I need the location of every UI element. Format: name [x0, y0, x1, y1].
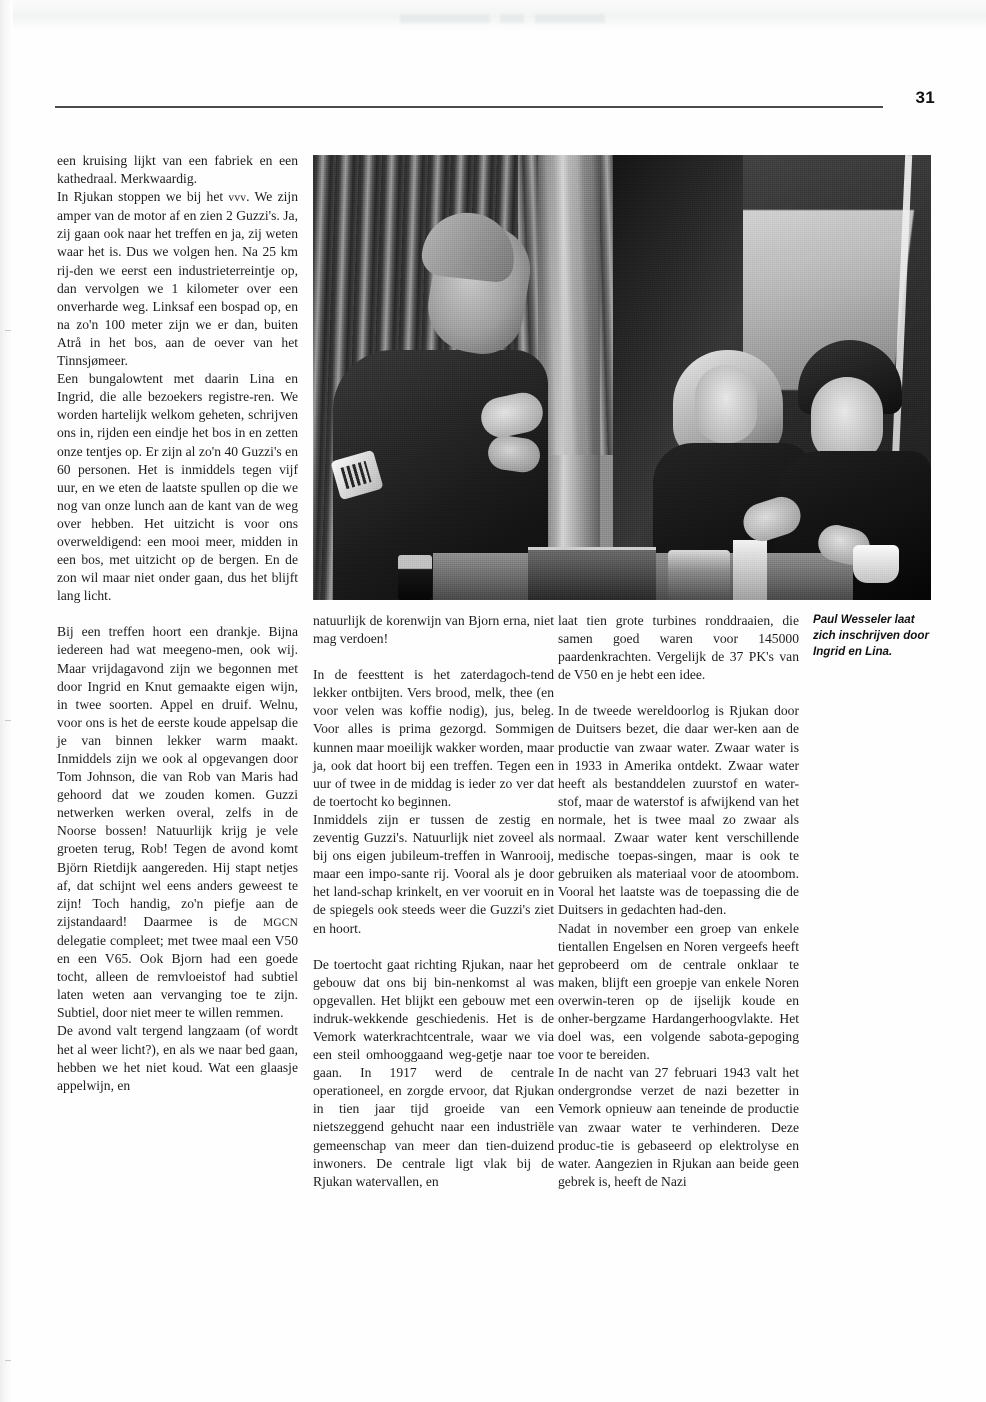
text-column-1	[57, 152, 298, 1095]
paragraph: natuurlijk de korenwijn van Bjorn erna, niet mag verdoen!	[313, 613, 554, 647]
text-column-3	[558, 612, 799, 1191]
paragraph: De avond valt tergend langzaam (of wordt het al weer licht?), en als we naar bed gaan, hebben we het niet koud. Wat een glaasje appelwijn, en	[57, 1023, 298, 1093]
text-column-2	[313, 612, 554, 1191]
scan-edge-shadow	[0, 0, 13, 1402]
paragraph: Inmiddels zijn er tussen de zestig en zeventig Guzzi's. Natuurlijk niet zoveel als bij ons eigen jubileum-treffen in Wanrooij, maar een impo-sante rij. Vooral als je door het land-schap krinkelt, en ver vooruit en in de spiegels ook steeds weer die Guzzi's ziet en hoort.	[313, 811, 554, 936]
header-rule	[55, 106, 883, 108]
article-photo	[313, 155, 931, 600]
paragraph: een kruising lijkt van een fabriek en een kathedraal. Merkwaardig.	[57, 153, 298, 187]
paragraph-lead: In Rjukan stoppen we bij het	[57, 189, 229, 205]
scan-artifact-strip	[0, 0, 986, 30]
paragraph: In de nacht van 27 februari 1943 valt het ondergrondse verzet de nazi bezetter in Vemork opnieuw aan teneinde de productie van zwaar water te verhinderen. Deze produc-tie is gebaseerd op elektrolyse en water. Aangezien in Rjukan aan beide geen gebrek is, heeft de Nazi	[558, 1065, 799, 1189]
smallcaps-vvv: vvv	[228, 192, 247, 205]
page-number: 31	[915, 88, 935, 107]
paragraph-rest: . We zijn amper van de motor af en zien 2 Guzzi's. Ja, zij gaan ook naar het treffen en ja, zij weten waar het is. Dus we volgen hen. Na 25 km rij-den we eerst een industrieterreintje op, dan vervolgen we 1 kilometer over een onverharde weg. Linksaf een bospad op, en na zo'n 100 meter zijn we er dan, buiten Atrå in het bos, aan de oever van het Tinnsjømeer.	[57, 189, 298, 369]
paragraph: Een bungalowtent met daarin Lina en Ingrid, die alle bezoekers registre-ren. We worden hartelijk welkom geheten, schrijven ons in, rijden een eindje het bos in en zetten onze tentjes op. Er zijn al zo'n 40 Guzzi's en 60 personen. Het is inmiddels tegen vijf uur, en we eten de laatste spullen op die we nog van onze lunch aan de kant van de weg over hebben. Het uitzicht is voor ons overweldigend: een mooi meer, midden in een bos, met uitzicht op de bergen. En de zon wil maar niet onder gaan, dus het blijft lang licht.	[57, 371, 298, 604]
paragraph-lead: Bij een treffen hoort een drankje. Bijna iedereen had wat meegeno-men, ook wij. Maar vrijdagavond zijn we begonnen met door Ingrid en Knut gemaakte eigen wijn, in twee soorten. Appel en druif. Welnu, voor ons is het de eerste koude appelsap die je van binnen lekker warm maakt. Inmiddels zijn we ook al opgevangen door Tom Johnson, die van Rob van Maris had gehoord dat we zouden komen. Guzzi netwerken werken overal, zelfs in de Noorse bossen! Natuurlijk krijg je vele groeten terug, Rob! Tegen de avond komt Björn Rietdijk aangereden. Hij stapt netjes af, dat schijnt wel eens anders geweest te zijn! Toch handig, zo'n piefje aan de zijstandaard! Daarmee is de	[57, 624, 298, 929]
paragraph: Nadat in november een groep van enkele tientallen Engelsen en Noren vergeefs heeft geprobeerd om de centrale onklaar te maken, blijft een groepje van enkele Noren overwin-teren op de ijselijk koude en onher-bergzame Hardangerhoogvlakte. Het doel was, een volgende sabota-gepoging voor te bereiden.	[558, 920, 799, 1063]
paragraph-rest: delegatie compleet; met twee maal een V50 en een V65. Ook Bjorn had een goede tocht, alleen de remvloeistof had subtiel laten weten aan vervanging toe te zijn. Subtiel, door niet meer te willen remmen.	[57, 932, 298, 1021]
smallcaps-mgcn: MGCN	[263, 916, 298, 929]
paragraph: In de tweede wereldoorlog is Rjukan door de Duitsers bezet, die daar wer-ken aan de productie van zwaar water. Zwaar water is in 1933 in Amerika ontdekt. Zwaar water heeft als bestanddelen zuurstof en water-stof, maar de waterstof is afwijkend van het normale, het is twee maal zo zwaar als normaal. Zwaar water kent verschillende medische toepas-singen, maar is ook te gebruiken als materiaal voor de atoombom. Vooral het laatste was de toepassing die de Duitsers in gedachten had-den.	[558, 703, 799, 918]
paragraph	[57, 623, 298, 1022]
paragraph: laat tien grote turbines ronddraaien, die samen goed waren voor 145000 paardenkrachten. Vergelijk de 37 PK's van de V50 en je hebt een idee.	[558, 613, 799, 683]
paragraph	[57, 188, 298, 370]
page-header	[55, 88, 935, 130]
photo-halftone-grain	[313, 155, 931, 600]
paragraph: De toertocht gaat richting Rjukan, naar het gebouw dat ons bij bin-nenkomst al was opgevallen. Het blijkt een gebouw met een indruk-wekkende geschiedenis. Het is de Vemork waterkrachtcentrale, waar we via een steil omhooggaand weg-getje naar toe gaan. In 1917 werd de centrale operationeel, en zorgde ervoor, dat Rjukan in tien jaar tijd groeide van een nietszeggend gehucht naar een industriële gemeenschap van meer dan tien-duizend inwoners. De centrale ligt vlak bij de Rjukan watervallen, en	[313, 956, 554, 1189]
paragraph: In de feesttent is het zaterdagoch-tend lekker ontbijten. Vers brood, melk, thee (en voor velen was koffie nodig), jus, beleg. Voor alles is prima gezorgd. Sommigen kunnen maar moeilijk wakker worden, maar ja, ook dat hoort bij een treffen. Tegen een uur of twee in de middag is ieder zo ver dat de toertocht ko beginnen.	[313, 667, 554, 809]
photo-caption: Paul Wesseler laat zich inschrijven door Ingrid en Lina.	[813, 613, 929, 658]
